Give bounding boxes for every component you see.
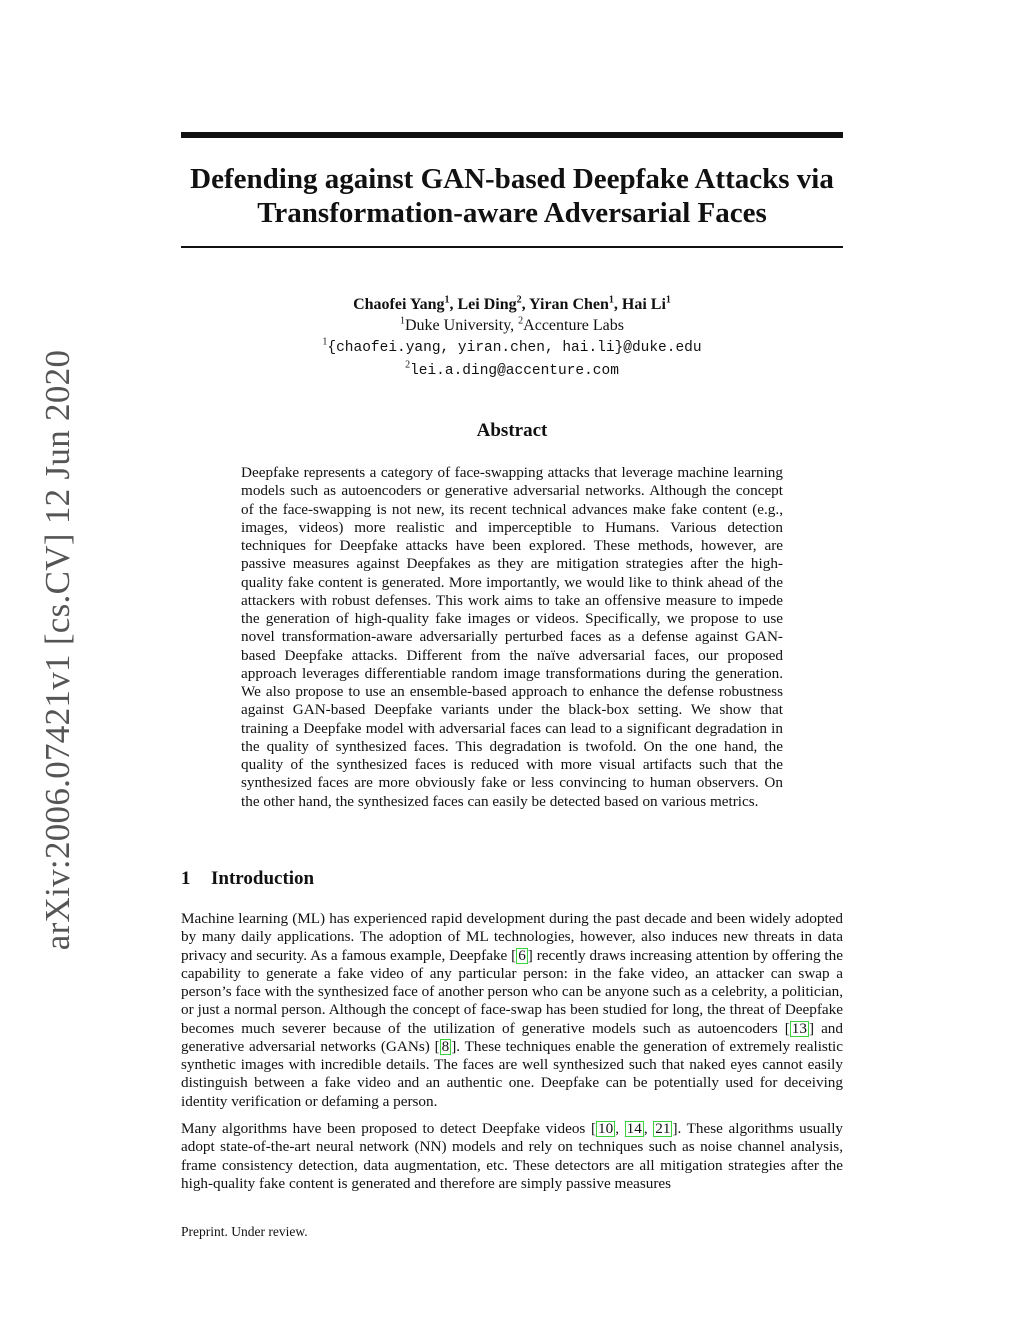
abstract-heading: Abstract bbox=[476, 420, 548, 441]
author-affil-mark: 1 bbox=[608, 294, 614, 306]
intro-paragraph-1 bbox=[181, 910, 843, 1111]
author-affil-mark: 2 bbox=[516, 294, 522, 306]
arxiv-stamp: arXiv:2006.07421v1 [cs.CV] 12 Jun 2020 bbox=[38, 349, 77, 951]
title-line-2: Transformation-aware Adversarial Faces bbox=[257, 197, 767, 229]
author-name: Yiran Chen bbox=[529, 296, 609, 313]
citation-link[interactable]: 13 bbox=[791, 1019, 807, 1037]
title-line-1: Defending against GAN-based Deepfake Attacks via bbox=[190, 163, 834, 195]
author-affil-mark: 1 bbox=[444, 294, 450, 306]
author-block bbox=[181, 294, 843, 382]
section-number: 1 bbox=[181, 868, 191, 889]
citation-link[interactable]: 14 bbox=[626, 1120, 642, 1137]
preprint-footer: Preprint. Under review. bbox=[181, 1224, 308, 1239]
paper-title bbox=[181, 162, 843, 230]
affiliations bbox=[181, 315, 843, 336]
author-names: Chaofei Yang$^1$, Lei Ding$^2$, Yiran Chen$^1$, Hai Li$^1$ bbox=[353, 294, 671, 313]
email-accenture: lei.a.ding@accenture.com bbox=[410, 363, 619, 379]
author-name: Chaofei Yang bbox=[353, 296, 445, 313]
citation-separator: , bbox=[643, 1120, 654, 1137]
email-line-1 bbox=[181, 336, 843, 359]
paragraph-text: Machine learning (ML) has experienced rapid development during the past decade and been widely adopted by many daily applications. The adoption of ML technologies, however, also induces new threats in data privacy and security. As a famous example, Deepfake [ bbox=[181, 910, 843, 964]
author-affil-mark: 1 bbox=[665, 294, 671, 306]
paragraph-text: ] and generative adversarial networks (GANs) [ bbox=[181, 1019, 843, 1055]
affil-mark: 2 bbox=[405, 359, 411, 371]
paragraph-text: ]. These algorithms usually adopt state-of-the-art neural network (NN) models and rely on techniques such as noise channel analysis, frame consistency detection, data augmentation, etc. These detectors are all mitigation strategies after the high-quality fake content is generated and therefore are simply passive measures bbox=[181, 1120, 844, 1192]
citation-link[interactable]: 21 bbox=[655, 1120, 671, 1137]
section-title: Introduction bbox=[211, 868, 315, 889]
paragraph-text: ] recently draws increasing attention by offering the capability to generate a fake video of any particular person: in the fake video, an attacker can swap a person’s face with the synthesized face of another person who can be anyone such as a celebrity, a politician, or just a normal person. Although the concept of face-swap has been studied for long, the threat of Deepfake becomes much severer because of the utilization of generative models such as autoencoders [ bbox=[181, 946, 843, 1037]
email-line-2 bbox=[181, 359, 843, 382]
affil-mark: 1 bbox=[399, 315, 405, 327]
email-duke: {chaofei.yang, yiran.chen, hai.li}@duke.edu bbox=[327, 340, 702, 356]
affiliation-duke: Duke University, bbox=[404, 317, 519, 334]
title-rule-bottom bbox=[181, 246, 843, 248]
affil-mark: 1 bbox=[322, 336, 328, 348]
author-name: Hai Li bbox=[621, 296, 666, 313]
author-name: Lei Ding bbox=[457, 296, 517, 313]
intro-paragraph-2 bbox=[181, 1120, 843, 1193]
abstract-text: Deepfake represents a category of face-swapping attacks that leverage machine learning models such as autoencoders or generative adversarial networks. Although the concept of the face-swapping is not new, its recent technical advances make fake content (e.g., images, videos) more realistic and imperceptible to Humans. Various detection techniques for Deepfake attacks have been explored. These methods, however, are passive measures against Deepfakes as they are mitigation strategies after the high-quality fake content is generated. More importantly, we would like to think ahead of the attackers with robust defenses. This work aims to take an offensive measure to impede the generation of high-quality fake images or videos. Specifically, we propose to use novel transformation-aware adversarially perturbed faces as a defense against GAN-based Deepfake attacks. Different from the naïve adversarial faces, our proposed approach leverages differentiable random image transformations during the generation. We also propose to use an ensemble-based approach to enhance the defense robustness against GAN-based Deepfake variants under the black-box setting. We show that training a Deepfake model with adversarial faces can lead to a significant degradation in the quality of synthesized faces. This degradation is twofold. On the one hand, the quality of the synthesized faces is reduced with more visual artifacts such that the synthesized faces are more obviously fake or less convincing to human observers. On the other hand, the synthesized faces can easily be detected based on various metrics. bbox=[241, 464, 783, 810]
affiliation-accenture: Accenture Labs bbox=[523, 317, 624, 334]
citation-link[interactable]: 6 bbox=[518, 946, 526, 964]
citation-separator: , bbox=[615, 1120, 625, 1137]
paragraph-text: ]. These techniques enable the generation of extremely realistic synthetic images with incredible details. The faces are well synthesized such that naked eyes cannot easily distinguish between a fake video and an authentic one. Deepfake can be potentially used for deceiving identity verification or defaming a person. bbox=[181, 1037, 843, 1110]
paragraph-text: Many algorithms have been proposed to detect Deepfake videos [ bbox=[181, 1120, 597, 1137]
section-heading-introduction bbox=[181, 868, 314, 890]
affil-mark: 2 bbox=[518, 315, 524, 327]
title-rule-top bbox=[181, 132, 843, 138]
citation-link[interactable]: 10 bbox=[598, 1120, 614, 1137]
citation-link[interactable]: 8 bbox=[441, 1037, 450, 1055]
